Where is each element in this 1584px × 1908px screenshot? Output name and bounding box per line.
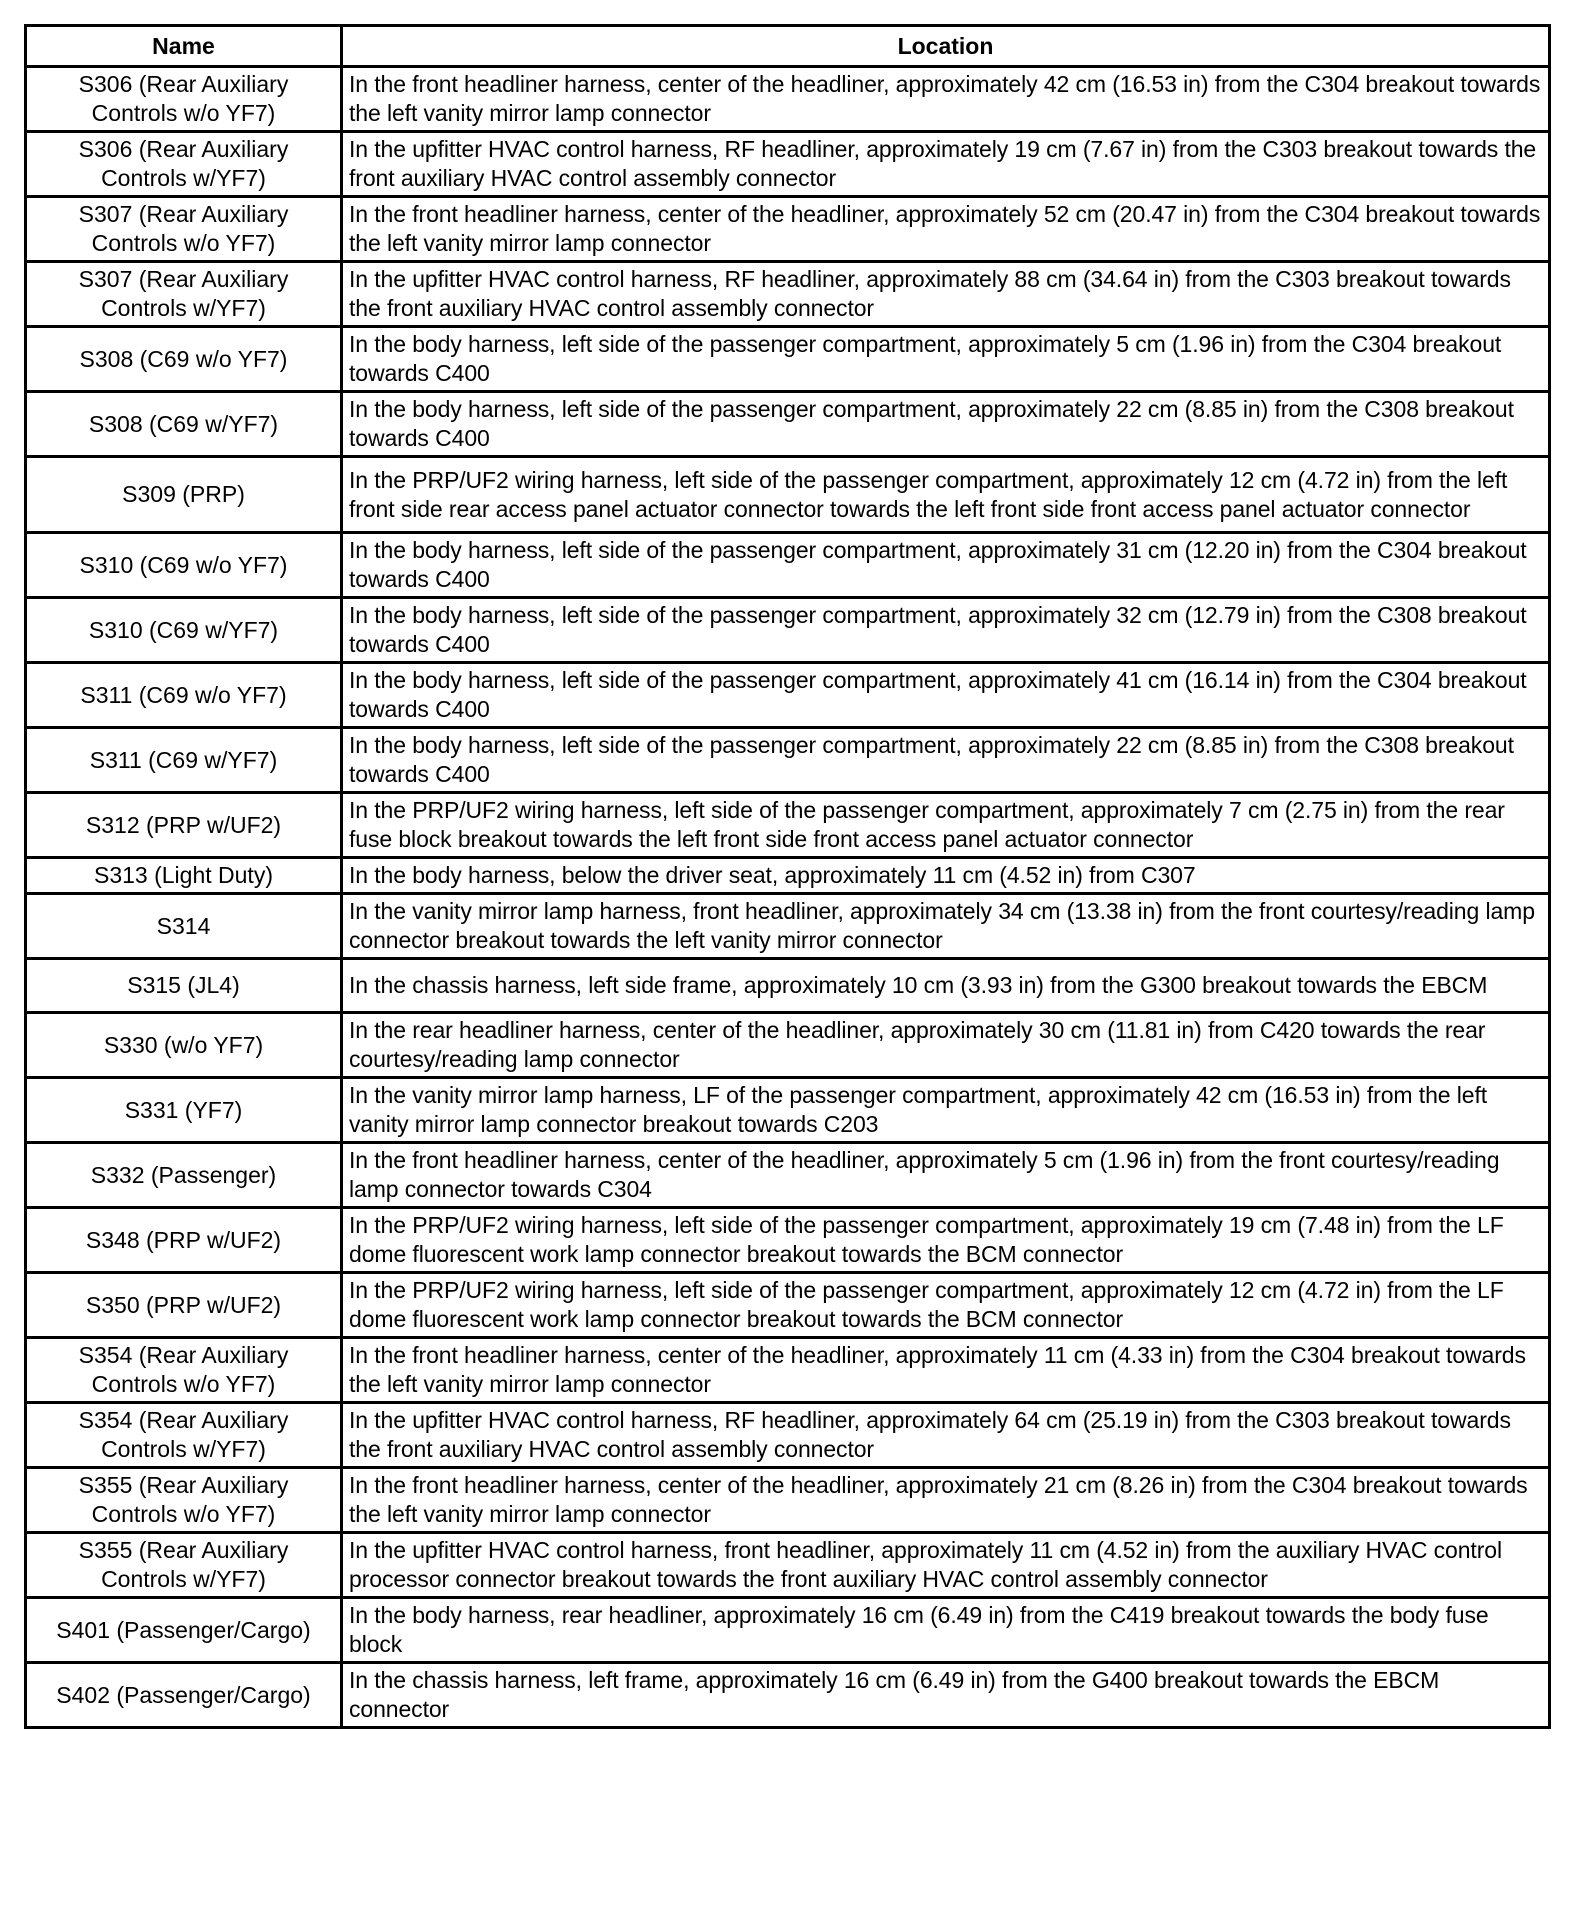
splice-name-cell: S306 (Rear Auxiliary Controls w/o YF7) <box>26 67 342 132</box>
splice-name-cell: S331 (YF7) <box>26 1078 342 1143</box>
splice-name-cell: S310 (C69 w/YF7) <box>26 598 342 663</box>
column-header-name: Name <box>26 26 342 67</box>
table-row <box>26 1013 1550 1078</box>
splice-name-cell: S308 (C69 w/o YF7) <box>26 327 342 392</box>
splice-name-cell: S402 (Passenger/Cargo) <box>26 1663 342 1728</box>
splice-location-cell: In the body harness, left side of the passenger compartment, approximately 41 cm (16.14 in) from the C304 breakout towards C400 <box>342 663 1550 728</box>
splice-location-table <box>24 24 1551 1729</box>
splice-location-cell: In the PRP/UF2 wiring harness, left side of the passenger compartment, approximately 7 cm (2.75 in) from the rear fuse block breakout towards the left front side front access panel actuator connector <box>342 793 1550 858</box>
splice-location-cell: In the upfitter HVAC control harness, RF headliner, approximately 64 cm (25.19 in) from the C303 breakout towards the front auxiliary HVAC control assembly connector <box>342 1403 1550 1468</box>
splice-location-cell: In the front headliner harness, center of the headliner, approximately 5 cm (1.96 in) from the front courtesy/reading lamp connector towards C304 <box>342 1143 1550 1208</box>
table-row <box>26 1338 1550 1403</box>
table-row <box>26 132 1550 197</box>
table-row <box>26 262 1550 327</box>
column-header-location: Location <box>342 26 1550 67</box>
table-row <box>26 1533 1550 1598</box>
splice-location-cell: In the body harness, left side of the passenger compartment, approximately 22 cm (8.85 in) from the C308 breakout towards C400 <box>342 392 1550 457</box>
splice-name-cell: S355 (Rear Auxiliary Controls w/YF7) <box>26 1533 342 1598</box>
splice-name-cell: S401 (Passenger/Cargo) <box>26 1598 342 1663</box>
splice-location-cell: In the upfitter HVAC control harness, RF headliner, approximately 88 cm (34.64 in) from the C303 breakout towards the front auxiliary HVAC control assembly connector <box>342 262 1550 327</box>
table-row <box>26 197 1550 262</box>
table-row <box>26 1078 1550 1143</box>
table-row <box>26 1273 1550 1338</box>
splice-location-cell: In the upfitter HVAC control harness, front headliner, approximately 11 cm (4.52 in) from the auxiliary HVAC control processor connector breakout towards the front auxiliary HVAC control assembly connector <box>342 1533 1550 1598</box>
splice-location-cell: In the body harness, left side of the passenger compartment, approximately 32 cm (12.79 in) from the C308 breakout towards C400 <box>342 598 1550 663</box>
table-row <box>26 392 1550 457</box>
table-row <box>26 533 1550 598</box>
splice-location-cell: In the vanity mirror lamp harness, LF of the passenger compartment, approximately 42 cm (16.53 in) from the left vanity mirror lamp connector breakout towards C203 <box>342 1078 1550 1143</box>
splice-name-cell: S308 (C69 w/YF7) <box>26 392 342 457</box>
table-body <box>26 67 1550 1728</box>
table-row <box>26 67 1550 132</box>
table-row <box>26 1143 1550 1208</box>
splice-name-cell: S311 (C69 w/YF7) <box>26 728 342 793</box>
splice-name-cell: S330 (w/o YF7) <box>26 1013 342 1078</box>
splice-name-cell: S313 (Light Duty) <box>26 858 342 894</box>
splice-location-cell: In the front headliner harness, center of the headliner, approximately 52 cm (20.47 in) from the C304 breakout towards the left vanity mirror lamp connector <box>342 197 1550 262</box>
splice-name-cell: S311 (C69 w/o YF7) <box>26 663 342 728</box>
table-row <box>26 894 1550 959</box>
splice-name-cell: S312 (PRP w/UF2) <box>26 793 342 858</box>
splice-name-cell: S315 (JL4) <box>26 959 342 1013</box>
splice-location-cell: In the PRP/UF2 wiring harness, left side of the passenger compartment, approximately 12 cm (4.72 in) from the LF dome fluorescent work lamp connector breakout towards the BCM connector <box>342 1273 1550 1338</box>
splice-location-cell: In the front headliner harness, center of the headliner, approximately 11 cm (4.33 in) from the C304 breakout towards the left vanity mirror lamp connector <box>342 1338 1550 1403</box>
table-row <box>26 858 1550 894</box>
header-row <box>26 26 1550 67</box>
splice-location-cell: In the body harness, rear headliner, approximately 16 cm (6.49 in) from the C419 breakout towards the body fuse block <box>342 1598 1550 1663</box>
splice-name-cell: S314 <box>26 894 342 959</box>
splice-name-cell: S350 (PRP w/UF2) <box>26 1273 342 1338</box>
splice-name-cell: S310 (C69 w/o YF7) <box>26 533 342 598</box>
splice-name-cell: S307 (Rear Auxiliary Controls w/o YF7) <box>26 197 342 262</box>
splice-location-cell: In the vanity mirror lamp harness, front headliner, approximately 34 cm (13.38 in) from the front courtesy/reading lamp connector breakout towards the left vanity mirror connector <box>342 894 1550 959</box>
splice-location-cell: In the upfitter HVAC control harness, RF headliner, approximately 19 cm (7.67 in) from the C303 breakout towards the front auxiliary HVAC control assembly connector <box>342 132 1550 197</box>
splice-location-cell: In the rear headliner harness, center of the headliner, approximately 30 cm (11.81 in) from C420 towards the rear courtesy/reading lamp connector <box>342 1013 1550 1078</box>
table-row <box>26 1208 1550 1273</box>
splice-location-cell: In the body harness, left side of the passenger compartment, approximately 5 cm (1.96 in) from the C304 breakout towards C400 <box>342 327 1550 392</box>
splice-location-cell: In the front headliner harness, center of the headliner, approximately 42 cm (16.53 in) from the C304 breakout towards the left vanity mirror lamp connector <box>342 67 1550 132</box>
table-row <box>26 728 1550 793</box>
splice-location-cell: In the chassis harness, left frame, approximately 16 cm (6.49 in) from the G400 breakout towards the EBCM connector <box>342 1663 1550 1728</box>
table-row <box>26 1663 1550 1728</box>
splice-name-cell: S307 (Rear Auxiliary Controls w/YF7) <box>26 262 342 327</box>
table-row <box>26 457 1550 533</box>
splice-name-cell: S332 (Passenger) <box>26 1143 342 1208</box>
splice-location-cell: In the body harness, left side of the passenger compartment, approximately 22 cm (8.85 in) from the C308 breakout towards C400 <box>342 728 1550 793</box>
table-row <box>26 793 1550 858</box>
table-row <box>26 1403 1550 1468</box>
splice-location-cell: In the front headliner harness, center of the headliner, approximately 21 cm (8.26 in) from the C304 breakout towards the left vanity mirror lamp connector <box>342 1468 1550 1533</box>
splice-name-cell: S306 (Rear Auxiliary Controls w/YF7) <box>26 132 342 197</box>
splice-name-cell: S348 (PRP w/UF2) <box>26 1208 342 1273</box>
splice-name-cell: S354 (Rear Auxiliary Controls w/YF7) <box>26 1403 342 1468</box>
table-row <box>26 598 1550 663</box>
splice-name-cell: S355 (Rear Auxiliary Controls w/o YF7) <box>26 1468 342 1533</box>
splice-location-cell: In the chassis harness, left side frame, approximately 10 cm (3.93 in) from the G300 breakout towards the EBCM <box>342 959 1550 1013</box>
table-row <box>26 959 1550 1013</box>
splice-location-cell: In the PRP/UF2 wiring harness, left side of the passenger compartment, approximately 12 cm (4.72 in) from the left front side rear access panel actuator connector towards the left front side front access panel actuator connector <box>342 457 1550 533</box>
splice-location-cell: In the PRP/UF2 wiring harness, left side of the passenger compartment, approximately 19 cm (7.48 in) from the LF dome fluorescent work lamp connector breakout towards the BCM connector <box>342 1208 1550 1273</box>
table-row <box>26 327 1550 392</box>
table-row <box>26 1468 1550 1533</box>
splice-location-cell: In the body harness, left side of the passenger compartment, approximately 31 cm (12.20 in) from the C304 breakout towards C400 <box>342 533 1550 598</box>
splice-location-cell: In the body harness, below the driver seat, approximately 11 cm (4.52 in) from C307 <box>342 858 1550 894</box>
splice-name-cell: S354 (Rear Auxiliary Controls w/o YF7) <box>26 1338 342 1403</box>
table-row <box>26 663 1550 728</box>
table-row <box>26 1598 1550 1663</box>
splice-name-cell: S309 (PRP) <box>26 457 342 533</box>
table-header <box>26 26 1550 67</box>
